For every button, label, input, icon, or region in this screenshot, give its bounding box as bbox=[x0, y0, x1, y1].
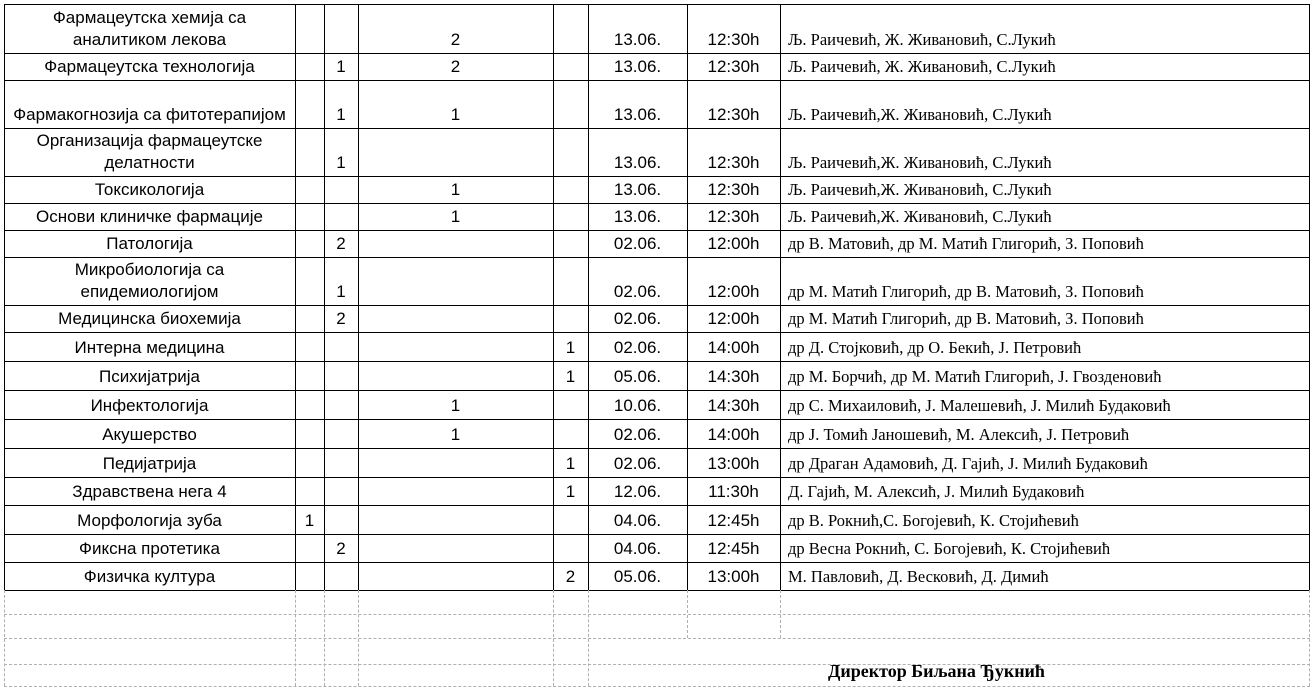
date-cell: 13.06. bbox=[613, 180, 662, 199]
row-divider bbox=[4, 590, 1310, 591]
col2-count-cell bbox=[324, 332, 358, 361]
subject-cell: Организација фармацеутске делатности bbox=[36, 131, 263, 172]
col4-count-cell: 1 bbox=[565, 454, 576, 473]
col4-count-cell bbox=[553, 128, 588, 176]
subject-cell: Патологија bbox=[106, 234, 193, 253]
col1-count-cell bbox=[295, 477, 324, 505]
time-cell: 12:30h bbox=[707, 105, 760, 124]
col3-count-cell: 2 bbox=[450, 30, 461, 49]
row-divider bbox=[4, 562, 1310, 563]
examiners-cell: др В. Рокнић,С. Богојевић, К. Стојићевић bbox=[788, 511, 1079, 530]
date-cell: 02.06. bbox=[613, 234, 662, 253]
column-divider bbox=[295, 4, 296, 590]
row-divider bbox=[4, 505, 1310, 506]
examiners-cell: др М. Матић Глигорић, др В. Матовић, З. Поповић bbox=[788, 309, 1144, 328]
col2-count-cell: 1 bbox=[336, 153, 346, 172]
subject-cell: Фармацеутска технологија bbox=[44, 57, 255, 76]
col1-count-cell bbox=[295, 562, 324, 590]
subject-cell: Инфектологија bbox=[90, 396, 209, 415]
col3-count-cell: 1 bbox=[450, 180, 461, 199]
time-cell: 11:30h bbox=[708, 482, 759, 501]
col1-count-cell bbox=[295, 4, 324, 53]
col3-count-cell bbox=[358, 257, 553, 305]
col2-count-cell bbox=[324, 419, 358, 448]
row-divider bbox=[4, 534, 1310, 535]
time-cell: 12:30h bbox=[707, 207, 760, 226]
col3-count-cell bbox=[358, 477, 553, 505]
time-cell: 12:45h bbox=[707, 511, 760, 530]
examiners-cell: др Д. Стојковић, др О. Бекић, Ј. Петровић bbox=[788, 338, 1082, 357]
date-cell: 04.06. bbox=[613, 511, 662, 530]
empty-column-divider bbox=[687, 590, 688, 638]
column-divider bbox=[553, 4, 554, 590]
time-cell: 14:00h bbox=[707, 425, 760, 444]
row-divider bbox=[4, 332, 1310, 333]
col4-count-cell bbox=[553, 505, 588, 534]
column-divider bbox=[1309, 4, 1310, 590]
col2-count-cell bbox=[324, 203, 358, 230]
col1-count-cell bbox=[295, 53, 324, 80]
subject-cell: Морфологија зуба bbox=[77, 511, 222, 530]
empty-row-divider bbox=[4, 638, 1310, 639]
row-divider bbox=[4, 257, 1310, 258]
row-divider bbox=[4, 390, 1310, 391]
col2-count-cell bbox=[324, 448, 358, 477]
empty-column-divider bbox=[4, 590, 5, 686]
date-cell: 02.06. bbox=[613, 309, 662, 328]
col1-count-cell bbox=[295, 419, 324, 448]
col4-count-cell bbox=[553, 534, 588, 562]
time-cell: 14:00h bbox=[707, 338, 760, 357]
empty-column-divider bbox=[780, 590, 781, 638]
column-divider bbox=[687, 4, 688, 590]
col4-count-cell bbox=[553, 4, 588, 53]
time-cell: 14:30h bbox=[707, 367, 760, 386]
date-cell: 02.06. bbox=[613, 282, 662, 301]
examiners-cell: Љ. Раичевић, Ж. Живановић, С.Лукић bbox=[788, 30, 1056, 49]
col3-count-cell: 2 bbox=[450, 57, 461, 76]
col4-count-cell: 1 bbox=[565, 482, 576, 501]
date-cell: 13.06. bbox=[613, 30, 662, 49]
col3-count-cell bbox=[358, 534, 553, 562]
col3-count-cell bbox=[358, 505, 553, 534]
row-divider bbox=[4, 361, 1310, 362]
row-divider bbox=[4, 230, 1310, 231]
col1-count-cell bbox=[295, 390, 324, 419]
exam-schedule-table bbox=[4, 4, 1310, 681]
col1-count-cell bbox=[295, 534, 324, 562]
date-cell: 02.06. bbox=[613, 454, 662, 473]
date-cell: 10.06. bbox=[613, 396, 662, 415]
col4-count-cell bbox=[553, 305, 588, 332]
director-signature: Директор Биљана Ђукнић bbox=[828, 661, 1045, 681]
column-divider bbox=[588, 4, 589, 590]
date-cell: 13.06. bbox=[613, 105, 662, 124]
date-cell: 12.06. bbox=[613, 482, 662, 501]
date-cell: 04.06. bbox=[613, 539, 662, 558]
subject-cell: Интерна медицина bbox=[74, 338, 225, 357]
examiners-cell: др М. Матић Глигорић, др В. Матовић, З. Поповић bbox=[788, 282, 1144, 301]
subject-cell: Медицинска биохемија bbox=[58, 309, 241, 328]
col4-count-cell bbox=[553, 230, 588, 257]
col2-count-cell bbox=[324, 505, 358, 534]
column-divider bbox=[358, 4, 359, 590]
date-cell: 13.06. bbox=[613, 57, 662, 76]
empty-column-divider bbox=[1309, 590, 1310, 686]
empty-column-divider bbox=[295, 590, 296, 686]
row-divider bbox=[4, 477, 1310, 478]
date-cell: 13.06. bbox=[613, 153, 662, 172]
time-cell: 14:30h bbox=[707, 396, 760, 415]
examiners-cell: Љ. Раичевић,Ж. Живановић, С.Лукић bbox=[788, 180, 1052, 199]
col4-count-cell bbox=[553, 176, 588, 203]
time-cell: 12:30h bbox=[707, 180, 760, 199]
col4-count-cell bbox=[553, 419, 588, 448]
col3-count-cell bbox=[358, 332, 553, 361]
col1-count-cell bbox=[295, 448, 324, 477]
examiners-cell: Љ. Раичевић,Ж. Живановић, С.Лукић bbox=[788, 153, 1052, 172]
date-cell: 05.06. bbox=[613, 367, 662, 386]
col1-count-cell bbox=[295, 332, 324, 361]
empty-row-divider bbox=[4, 614, 1310, 615]
examiners-cell: Љ. Раичевић, Ж. Живановић, С.Лукић bbox=[788, 57, 1056, 76]
column-divider bbox=[4, 4, 5, 590]
date-cell: 13.06. bbox=[613, 207, 662, 226]
row-divider bbox=[4, 203, 1310, 204]
examiners-cell: Љ. Раичевић,Ж. Живановић, С.Лукић bbox=[788, 207, 1052, 226]
time-cell: 12:30h bbox=[707, 57, 760, 76]
examiners-cell: М. Павловић, Д. Весковић, Д. Димић bbox=[788, 567, 1049, 586]
col2-count-cell bbox=[324, 361, 358, 390]
col1-count-cell bbox=[295, 305, 324, 332]
col1-count-cell bbox=[295, 361, 324, 390]
date-cell: 02.06. bbox=[613, 425, 662, 444]
subject-cell: Микробиологија са епидемиологијом bbox=[74, 260, 225, 301]
time-cell: 12:30h bbox=[707, 153, 760, 172]
time-cell: 12:00h bbox=[707, 234, 760, 253]
subject-cell: Токсикологија bbox=[94, 180, 205, 199]
col2-count-cell: 2 bbox=[336, 539, 346, 558]
column-divider bbox=[324, 4, 325, 590]
col2-count-cell bbox=[324, 562, 358, 590]
col3-count-cell bbox=[358, 305, 553, 332]
subject-cell: Физичка култура bbox=[83, 567, 216, 586]
col3-count-cell bbox=[358, 448, 553, 477]
time-cell: 12:45h bbox=[707, 539, 760, 558]
subject-cell: Педијатрија bbox=[102, 454, 197, 473]
col4-count-cell bbox=[553, 53, 588, 80]
col1-count-cell bbox=[295, 257, 324, 305]
row-divider bbox=[4, 448, 1310, 449]
col2-count-cell bbox=[324, 4, 358, 53]
col1-count-cell: 1 bbox=[304, 511, 315, 530]
col2-count-cell: 1 bbox=[336, 105, 346, 124]
examiners-cell: Д. Гајић, М. Алексић, Ј. Милић Будаковић bbox=[788, 482, 1085, 501]
row-divider bbox=[4, 305, 1310, 306]
col3-count-cell: 1 bbox=[450, 425, 461, 444]
examiners-cell: др В. Матовић, др М. Матић Глигорић, З. Поповић bbox=[788, 234, 1144, 253]
col4-count-cell bbox=[553, 390, 588, 419]
empty-column-divider bbox=[588, 590, 589, 686]
col3-count-cell bbox=[358, 128, 553, 176]
subject-cell: Акушерство bbox=[102, 425, 197, 444]
subject-cell: Психијатрија bbox=[98, 367, 201, 386]
row-divider bbox=[4, 53, 1310, 54]
col3-count-cell: 1 bbox=[450, 105, 461, 124]
examiners-cell: Љ. Раичевић,Ж. Живановић, С.Лукић bbox=[788, 105, 1052, 124]
time-cell: 12:00h bbox=[707, 282, 760, 301]
col3-count-cell bbox=[358, 562, 553, 590]
subject-cell: Фармацеутска хемија са аналитиком лекова bbox=[52, 8, 247, 49]
date-cell: 02.06. bbox=[613, 338, 662, 357]
col3-count-cell: 1 bbox=[450, 396, 461, 415]
column-divider bbox=[780, 4, 781, 590]
subject-cell: Фармакогнозија са фитотерапијом bbox=[13, 105, 286, 124]
row-divider bbox=[4, 4, 1310, 5]
col1-count-cell bbox=[295, 203, 324, 230]
col2-count-cell: 2 bbox=[336, 234, 346, 253]
col4-count-cell bbox=[553, 203, 588, 230]
empty-row-divider bbox=[4, 664, 1310, 665]
col1-count-cell bbox=[295, 128, 324, 176]
col2-count-cell: 1 bbox=[336, 282, 346, 301]
time-cell: 12:00h bbox=[707, 309, 760, 328]
empty-column-divider bbox=[553, 590, 554, 686]
examiners-cell: др Ј. Томић Јаношевић, М. Алексић, Ј. Петровић bbox=[788, 425, 1130, 444]
row-divider bbox=[4, 80, 1310, 81]
examiners-cell: др Весна Рокнић, С. Богојевић, К. Стојићевић bbox=[788, 539, 1111, 558]
row-divider bbox=[4, 128, 1310, 129]
col2-count-cell bbox=[324, 477, 358, 505]
col2-count-cell bbox=[324, 176, 358, 203]
col4-count-cell: 1 bbox=[565, 367, 576, 386]
date-cell: 05.06. bbox=[613, 567, 662, 586]
col2-count-cell bbox=[324, 390, 358, 419]
row-divider bbox=[4, 176, 1310, 177]
col3-count-cell: 1 bbox=[450, 207, 461, 226]
col4-count-cell bbox=[553, 80, 588, 128]
examiners-cell: др Драган Адамовић, Д. Гајић, Ј. Милић Будаковић bbox=[788, 454, 1148, 473]
col2-count-cell: 1 bbox=[336, 57, 346, 76]
col1-count-cell bbox=[295, 176, 324, 203]
subject-cell: Фиксна протетика bbox=[79, 539, 220, 558]
time-cell: 13:00h bbox=[707, 454, 760, 473]
col3-count-cell bbox=[358, 230, 553, 257]
examiners-cell: др М. Борчић, др М. Матић Глигорић, Ј. Гвозденовић bbox=[788, 367, 1162, 386]
col3-count-cell bbox=[358, 361, 553, 390]
row-divider bbox=[4, 419, 1310, 420]
examiners-cell: др С. Михаиловић, Ј. Малешевић, Ј. Милић Будаковић bbox=[788, 396, 1171, 415]
col1-count-cell bbox=[295, 80, 324, 128]
subject-cell: Основи клиничке фармације bbox=[36, 207, 263, 226]
empty-column-divider bbox=[324, 590, 325, 686]
col4-count-cell bbox=[553, 257, 588, 305]
time-cell: 12:30h bbox=[707, 30, 760, 49]
subject-cell: Здравствена нега 4 bbox=[72, 482, 227, 501]
col4-count-cell: 2 bbox=[565, 567, 576, 586]
col4-count-cell: 1 bbox=[565, 338, 576, 357]
col1-count-cell bbox=[295, 230, 324, 257]
time-cell: 13:00h bbox=[707, 567, 760, 586]
col2-count-cell: 2 bbox=[336, 309, 346, 328]
empty-column-divider bbox=[358, 590, 359, 686]
